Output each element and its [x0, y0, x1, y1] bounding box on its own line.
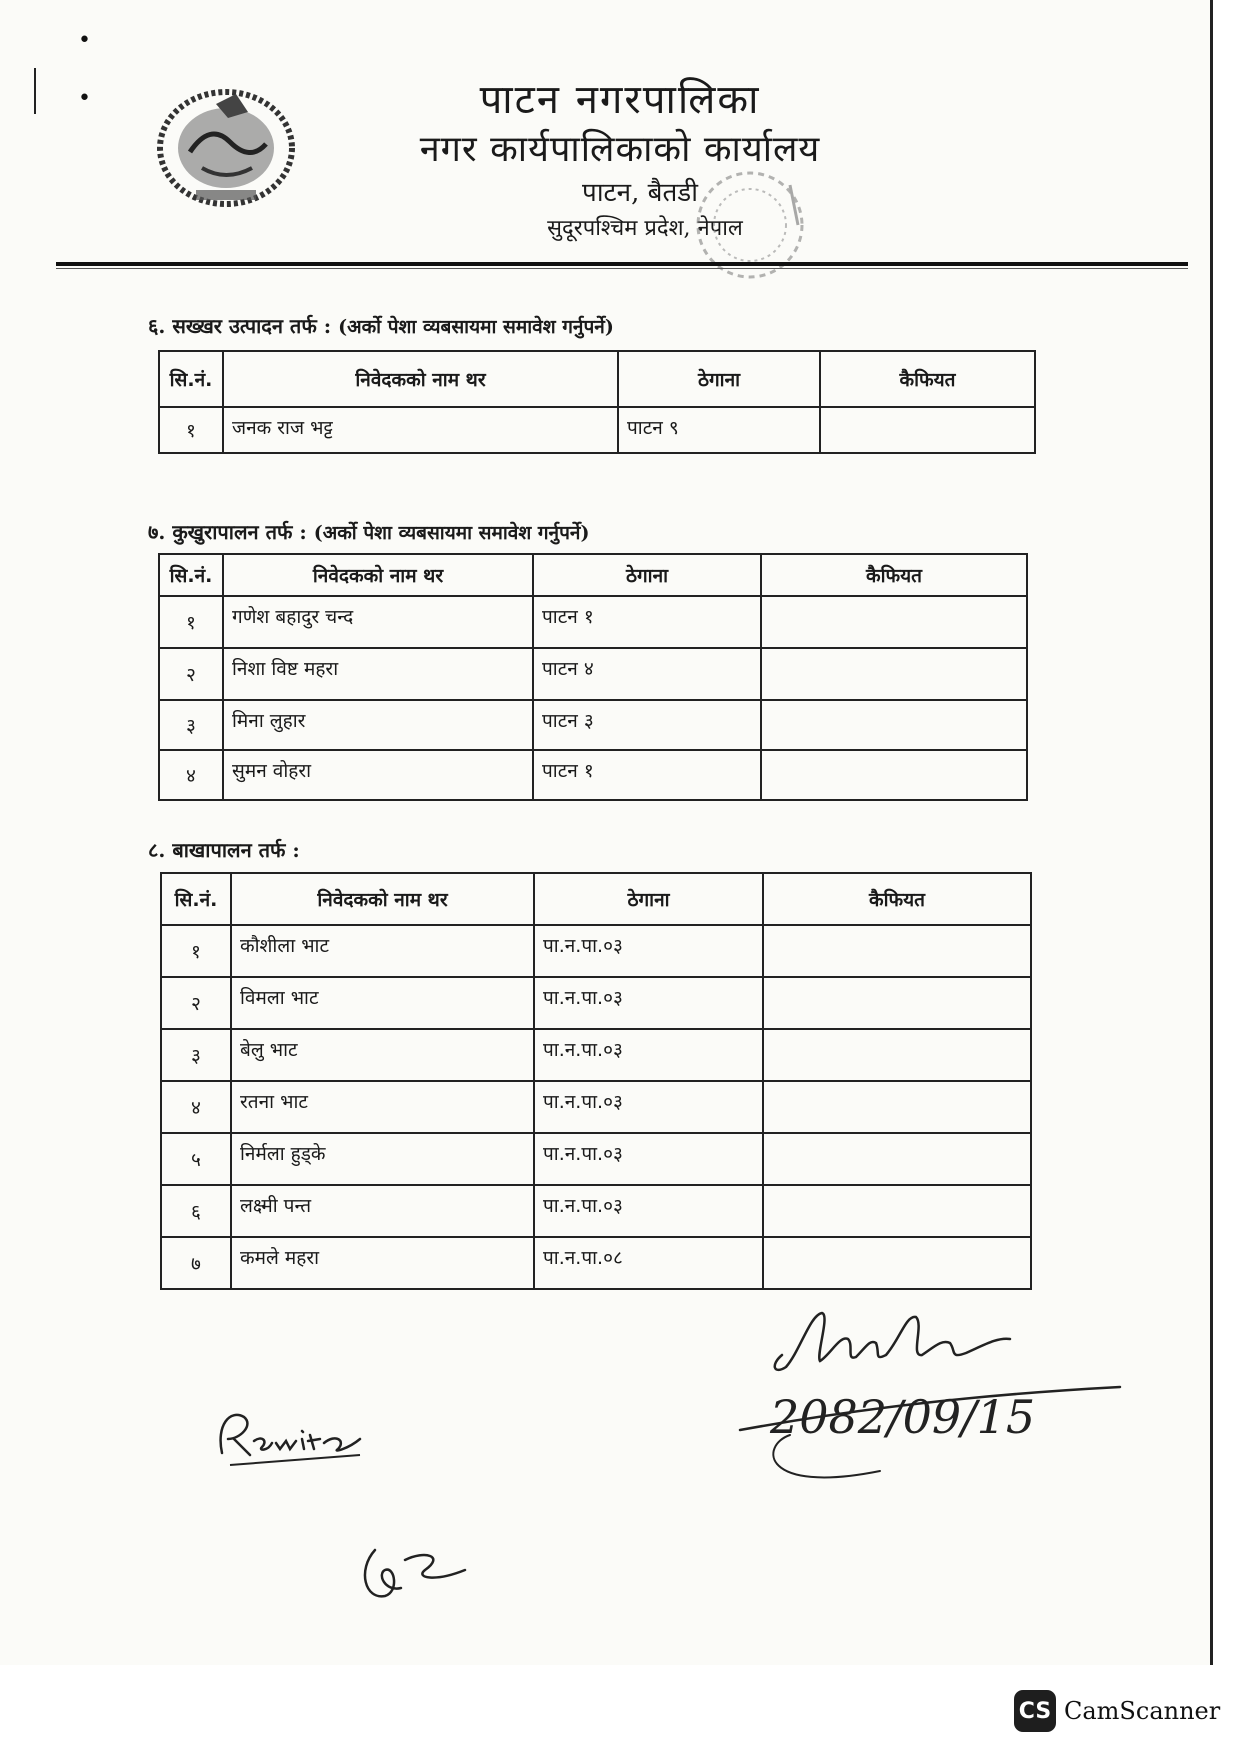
office-name: नगर कार्यपालिकाको कार्यालय: [419, 129, 821, 170]
col-header-name: निवेदकको नाम थर: [223, 351, 618, 407]
camscanner-text: CamScanner: [1064, 1697, 1221, 1725]
municipality-name: पाटन नगरपालिका: [479, 77, 761, 123]
cell-remarks: [763, 925, 1031, 977]
office-location: पाटन, बैतडी: [582, 178, 698, 208]
cell-address: पा.न.पा.०३: [534, 1029, 763, 1081]
header-divider-thin: [56, 268, 1188, 269]
cell-sn: ७: [161, 1237, 231, 1289]
table-header-row: [161, 873, 1031, 925]
col-header-address: ठेगाना: [618, 351, 820, 407]
cell-remarks: [761, 596, 1027, 648]
section-heading-poultry: [148, 518, 589, 545]
table-row: [159, 750, 1027, 800]
cell-address: पाटन ४: [533, 648, 761, 700]
table-row: [161, 1185, 1031, 1237]
col-header-sn: सि.नं.: [159, 554, 223, 596]
cell-name: विमला भाट: [231, 977, 534, 1029]
cell-name: मिना लुहार: [223, 700, 533, 750]
cell-sn: ४: [159, 750, 223, 800]
table-poultry: [158, 553, 1028, 801]
table-row: [161, 1237, 1031, 1289]
cell-address: पाटन १: [533, 750, 761, 800]
col-header-sn: सि.नं.: [161, 873, 231, 925]
cell-remarks: [763, 1081, 1031, 1133]
cell-sn: ३: [159, 700, 223, 750]
cell-sn: २: [161, 977, 231, 1029]
cell-address: पा.न.पा.०३: [534, 1081, 763, 1133]
section-note: (अर्को पेशा व्यबसायमा समावेश गर्नुपर्ने): [338, 316, 614, 338]
col-header-address: ठेगाना: [533, 554, 761, 596]
cell-sn: १: [161, 925, 231, 977]
table-row: [159, 596, 1027, 648]
cell-address: पा.न.पा.०३: [534, 977, 763, 1029]
scan-edge-marks: • •: [78, 28, 91, 111]
cell-name: कौशीला भाट: [231, 925, 534, 977]
camscanner-watermark: [1014, 1690, 1220, 1732]
table-row: [159, 407, 1035, 453]
cell-sn: ६: [161, 1185, 231, 1237]
cell-remarks: [763, 1185, 1031, 1237]
section-heading-goat: [148, 836, 300, 863]
cell-name: रतना भाट: [231, 1081, 534, 1133]
handwritten-signature-ramita: [210, 1395, 410, 1475]
office-province: सुदूरपश्चिम प्रदेश, नेपाल: [547, 216, 743, 241]
table-sugar: [158, 350, 1036, 454]
table-row: [161, 925, 1031, 977]
government-emblem-icon: [150, 82, 302, 212]
cell-sn: ५: [161, 1133, 231, 1185]
camscanner-logo-icon: CS: [1014, 1690, 1056, 1732]
section-title: ७. कुखुरापालन तर्फ :: [148, 520, 307, 544]
cell-address: पा.न.पा.०३: [534, 1133, 763, 1185]
cell-remarks: [761, 700, 1027, 750]
office-stamp-icon: [680, 165, 820, 295]
cell-name: गणेश बहादुर चन्द: [223, 596, 533, 648]
cell-name: बेलु भाट: [231, 1029, 534, 1081]
section-title: ६. सख्खर उत्पादन तर्फ :: [148, 314, 332, 338]
cell-remarks: [763, 977, 1031, 1029]
col-header-name: निवेदकको नाम थर: [223, 554, 533, 596]
table-header-row: [159, 351, 1035, 407]
table-goat: [160, 872, 1032, 1290]
cell-address: पा.न.पा.०३: [534, 925, 763, 977]
cell-remarks: [763, 1029, 1031, 1081]
cell-remarks: [820, 407, 1035, 453]
cell-sn: २: [159, 648, 223, 700]
handwritten-date: 2082/09/15: [770, 1390, 1036, 1444]
cell-address: पाटन १: [533, 596, 761, 648]
col-header-remarks: कैफियत: [763, 873, 1031, 925]
cell-sn: १: [159, 596, 223, 648]
section-heading-sugar: [148, 312, 614, 339]
cell-remarks: [763, 1237, 1031, 1289]
cell-address: पा.न.पा.०८: [534, 1237, 763, 1289]
table-row: [161, 977, 1031, 1029]
cell-address: पा.न.पा.०३: [534, 1185, 763, 1237]
handwritten-initials: [355, 1530, 485, 1610]
cell-name: जनक राज भट्ट: [223, 407, 618, 453]
cell-name: सुमन वोहरा: [223, 750, 533, 800]
handwritten-signature-officer: [730, 1295, 1150, 1485]
cell-name: निशा विष्ट महरा: [223, 648, 533, 700]
col-header-remarks: कैफियत: [820, 351, 1035, 407]
section-note: (अर्को पेशा व्यबसायमा समावेश गर्नुपर्ने): [313, 522, 590, 544]
cell-name: निर्मला हुड्के: [231, 1133, 534, 1185]
cell-name: लक्ष्मी पन्त: [231, 1185, 534, 1237]
table-row: [161, 1029, 1031, 1081]
col-header-remarks: कैफियत: [761, 554, 1027, 596]
cell-remarks: [761, 648, 1027, 700]
cell-sn: १: [159, 407, 223, 453]
cell-address: पाटन ३: [533, 700, 761, 750]
cell-sn: ४: [161, 1081, 231, 1133]
table-row: [159, 648, 1027, 700]
header-divider: [56, 262, 1188, 266]
table-row: [161, 1133, 1031, 1185]
table-row: [159, 700, 1027, 750]
cell-remarks: [763, 1133, 1031, 1185]
table-row: [161, 1081, 1031, 1133]
cell-remarks: [761, 750, 1027, 800]
section-title: ८. बाखापालन तर्फ :: [148, 838, 300, 862]
table-header-row: [159, 554, 1027, 596]
cell-name: कमले महरा: [231, 1237, 534, 1289]
cell-sn: ३: [161, 1029, 231, 1081]
col-header-sn: सि.नं.: [159, 351, 223, 407]
scan-edge-line: [34, 68, 36, 114]
col-header-address: ठेगाना: [534, 873, 763, 925]
cell-address: पाटन ९: [618, 407, 820, 453]
col-header-name: निवेदकको नाम थर: [231, 873, 534, 925]
